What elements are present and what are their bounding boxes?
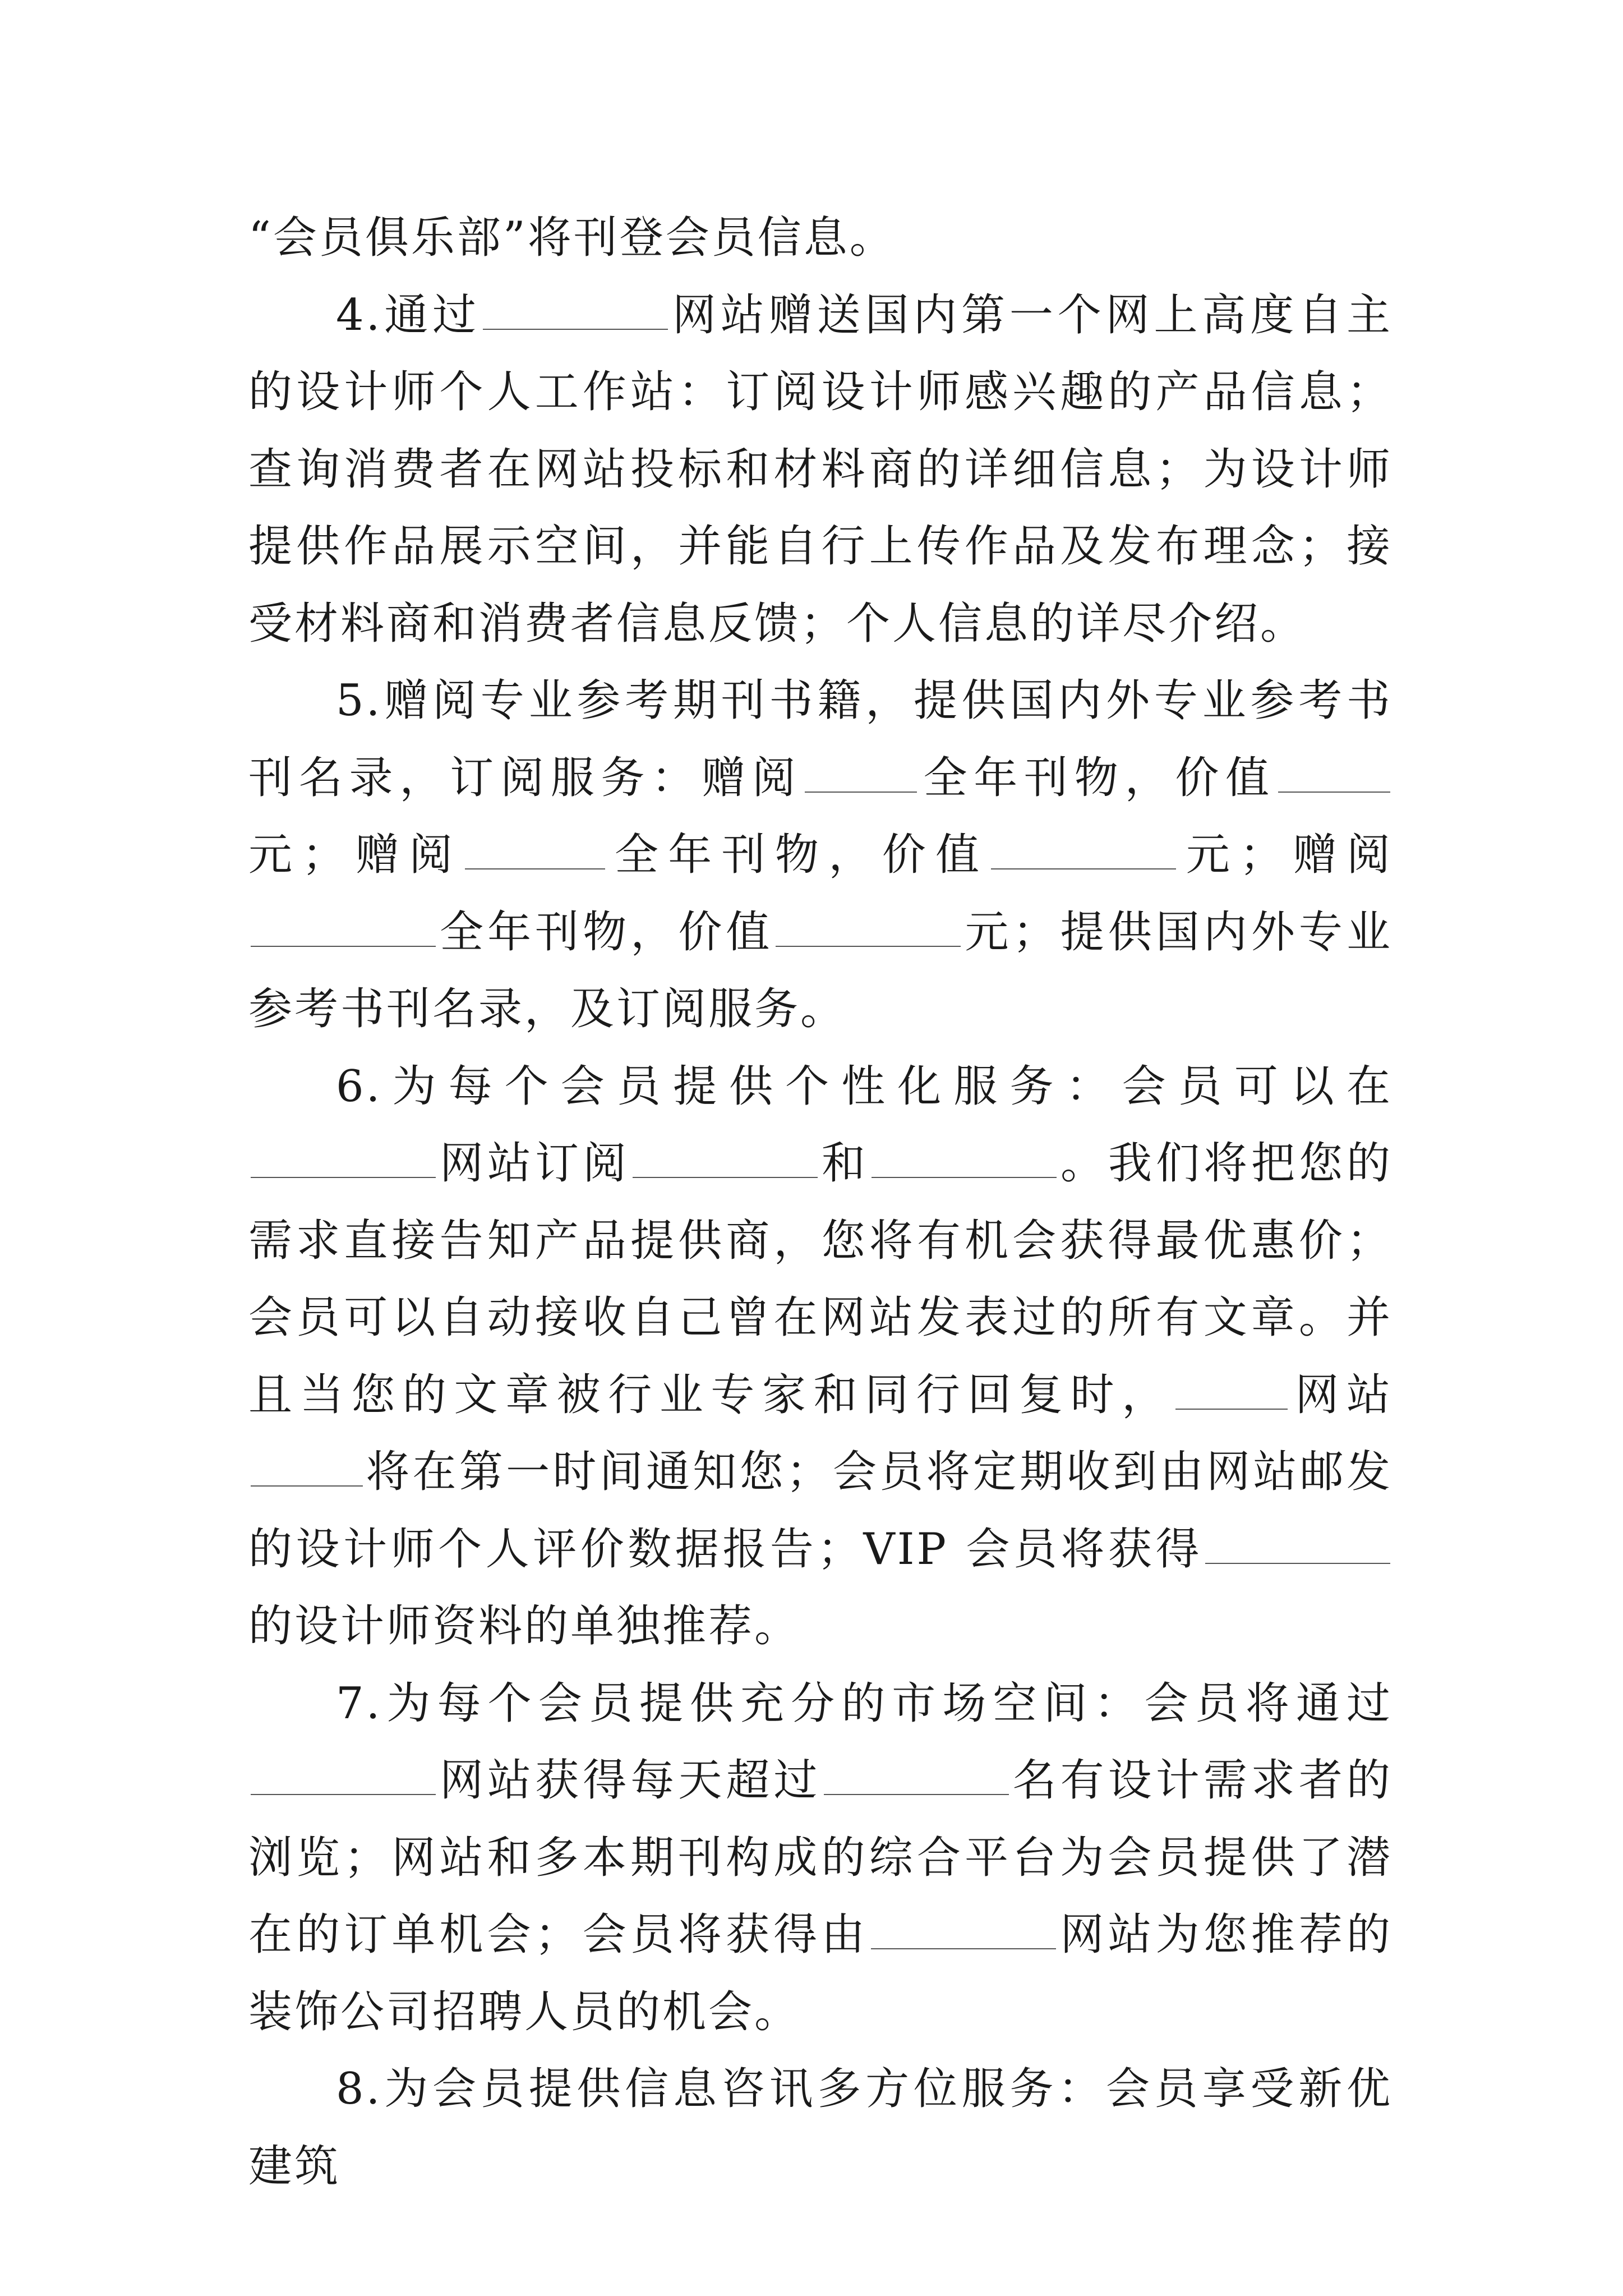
text-run: “会员俱乐部”将刊登会员信息。 bbox=[248, 213, 896, 263]
fill-in-blank bbox=[251, 907, 436, 947]
text-run: 5.赠阅专业参考期刊书籍，提供国内外专业参考书刊名录，订阅服务：赠阅 bbox=[248, 675, 1393, 803]
fill-in-blank bbox=[991, 829, 1176, 869]
text-run: 全年刊物，价值 bbox=[607, 830, 989, 880]
text-run: 全年刊物，价值 bbox=[919, 752, 1276, 803]
paragraph-item-5 bbox=[248, 662, 1393, 1048]
fill-in-blank bbox=[483, 289, 668, 330]
text-run: 的设计师资料的单独推荐。 bbox=[248, 1601, 801, 1651]
fill-in-blank bbox=[824, 1755, 1009, 1795]
text-run: 和 bbox=[819, 1138, 869, 1189]
text-run: 网站为您推荐的装饰公司招聘人员的机会。 bbox=[248, 1910, 1393, 2037]
text-run: 名有设计需求者的浏览；网站和多本期刊构成的综合平台为会员提供了潜在的订单机会；会员将获得由 bbox=[248, 1755, 1393, 1960]
fill-in-blank bbox=[251, 1138, 436, 1178]
fill-in-blank bbox=[465, 829, 605, 869]
fill-in-blank bbox=[872, 1138, 1057, 1178]
text-run: 网站赠送国内第一个网上高度自主的设计师个人工作站：订阅设计师感兴趣的产品信息；查询消费者在网站投标和材料商的详细信息；为设计师提供作品展示空间，并能自行上传作品及发布理念；接受材料商和消费者信息反馈；个人信息的详尽介绍。 bbox=[248, 289, 1393, 649]
text-run: 8.为会员提供信息咨讯多方位服务：会员享受新优建筑 bbox=[248, 2064, 1393, 2192]
paragraph-item-6 bbox=[248, 1048, 1393, 1665]
text-run: 元；赠阅 bbox=[248, 830, 463, 880]
text-run: 元；提供国内外专业参考书刊名录，及订阅服务。 bbox=[248, 907, 1393, 1034]
paragraph-item-7 bbox=[248, 1665, 1393, 2051]
text-run: 6.为每个会员提供个性化服务：会员可以在 bbox=[336, 1061, 1393, 1112]
paragraph-item-8 bbox=[248, 2051, 1393, 2205]
text-run: 网站 bbox=[1289, 1369, 1393, 1420]
paragraph-item-4 bbox=[248, 277, 1393, 663]
text-run: 网站订阅 bbox=[438, 1138, 630, 1189]
fill-in-blank bbox=[251, 1755, 436, 1795]
fill-in-blank bbox=[1205, 1524, 1390, 1564]
fill-in-blank bbox=[1175, 1369, 1288, 1410]
text-run: 4.通过 bbox=[336, 289, 481, 341]
text-run: 元；赠阅 bbox=[1178, 830, 1393, 880]
fill-in-blank bbox=[871, 1909, 1056, 1949]
paragraph-continued bbox=[248, 200, 1393, 277]
text-run: 将在第一时间通知您；会员将定期收到由网站邮发的设计师个人评价数据报告；VIP 会员将获得 bbox=[248, 1447, 1393, 1575]
text-run: 。我们将把您的需求直接告知产品提供商，您将有机会获得最优惠价；会员可以自动接收自己曾在网站发表过的所有文章。并且当您的文章被行业专家和同行回复时， bbox=[248, 1138, 1393, 1420]
fill-in-blank bbox=[633, 1138, 818, 1178]
text-run: 7.为每个会员提供充分的市场空间：会员将通过 bbox=[336, 1678, 1393, 1729]
fill-in-blank bbox=[251, 1446, 363, 1487]
fill-in-blank bbox=[1278, 752, 1390, 793]
text-run: 网站获得每天超过 bbox=[438, 1755, 822, 1806]
document-body bbox=[248, 200, 1393, 2205]
text-run: 全年刊物，价值 bbox=[438, 907, 774, 958]
fill-in-blank bbox=[805, 752, 917, 793]
fill-in-blank bbox=[776, 907, 961, 947]
